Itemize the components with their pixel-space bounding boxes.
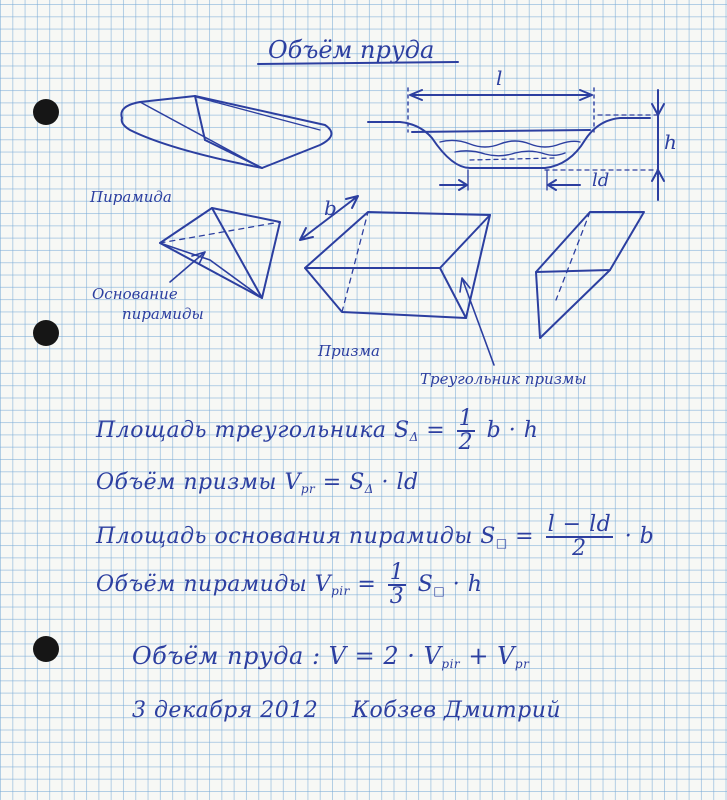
formula-triangle-area: [96, 408, 538, 454]
width-b-label: b: [324, 196, 337, 220]
equals-sign: =: [515, 524, 535, 549]
formula-rhs: S: [417, 572, 434, 597]
formula-pond-volume: [132, 642, 529, 671]
formula-lhs: V: [328, 642, 347, 670]
length-ld-label: ld: [592, 170, 610, 191]
page-title: Объём пруда: [268, 36, 435, 64]
formula-rhs-a: 2 · V: [383, 642, 442, 670]
prism-sketch: [300, 196, 494, 365]
fraction-numerator: l − ld: [547, 512, 612, 537]
formula-lhs-sub: Δ: [409, 430, 419, 444]
fraction-numerator: 1: [389, 560, 405, 585]
formula-lhs-sub: □: [495, 536, 508, 550]
formula-text: Объём пруда :: [132, 642, 321, 670]
pyramid-base-label-line2: пирамиды: [122, 305, 204, 323]
formula-rhs-b-sub: pr: [514, 657, 530, 671]
formula-rhs: S: [349, 470, 365, 495]
formula-rhs-tail: · ld: [381, 470, 419, 495]
formula-pyramid-base-area: [96, 514, 654, 560]
pyramid-label: Пирамида: [90, 188, 172, 206]
author-signature: Кобзев Дмитрий: [352, 698, 562, 723]
formula-lhs: V: [314, 572, 332, 597]
pyramid-base-label-line1: Основание: [92, 285, 178, 303]
formula-text: Площадь основания пирамиды: [96, 524, 473, 549]
prism-label: Призма: [318, 342, 380, 360]
formula-pyramid-volume: [96, 562, 482, 608]
fraction-denominator: 3: [389, 584, 405, 609]
plus-sign: +: [468, 642, 489, 670]
pyramid-sketch: [160, 208, 280, 298]
prism-triangle-label: Треугольник призмы: [420, 370, 587, 388]
formula-lhs: V: [284, 470, 301, 495]
formula-rhs-a-sub: pir: [441, 657, 461, 671]
formula-rhs-b: V: [497, 642, 515, 670]
formula-prism-volume: [96, 470, 419, 496]
fraction-denominator: 2: [572, 536, 587, 561]
formula-lhs: S: [480, 524, 496, 549]
fraction-numerator: 1: [458, 406, 474, 431]
pond-sketch: [121, 96, 331, 168]
formula-rhs: b · h: [486, 418, 539, 443]
formula-text: Площадь треугольника: [96, 418, 387, 443]
fraction: [388, 562, 407, 608]
formula-text: Объём призмы: [96, 470, 277, 495]
pond-cross-section: [368, 88, 664, 200]
equals-sign: =: [357, 572, 377, 597]
fraction: [457, 408, 476, 454]
equals-sign: =: [322, 470, 342, 495]
length-l-label: l: [496, 66, 503, 90]
formula-lhs: S: [393, 418, 410, 443]
formula-text: Объём пирамиды: [96, 572, 308, 597]
depth-h-label: h: [664, 130, 677, 154]
fraction-denominator: 2: [458, 430, 474, 455]
fraction: [546, 514, 614, 560]
formula-lhs-sub: pr: [300, 482, 316, 496]
triangular-prism-sketch: [536, 212, 644, 338]
formula-rhs-sub: □: [433, 584, 446, 598]
equals-sign: =: [354, 642, 376, 670]
formula-rhs-sub: Δ: [364, 482, 374, 496]
date-text: 3 декабря 2012: [132, 698, 319, 723]
formula-lhs-sub: pir: [331, 584, 350, 598]
formula-rhs-tail: · h: [452, 572, 483, 597]
formula-rhs: · b: [624, 524, 655, 549]
equals-sign: =: [426, 418, 446, 443]
